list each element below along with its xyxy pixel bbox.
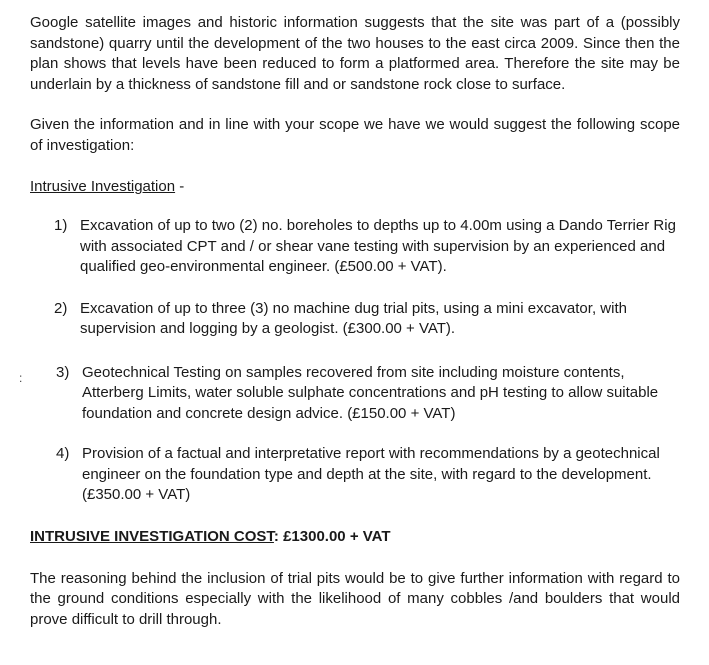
total-cost-line [30, 527, 680, 547]
section-heading-suffix: - [175, 178, 185, 195]
list-item-number: 2) [54, 299, 68, 317]
section-heading [30, 177, 680, 197]
list-item-number: 4) [56, 445, 70, 462]
paragraph-site-history: Google satellite images and historic information suggests that the site was part of a (possibly sandstone) quarry until the development of the two houses to the east circa 2009. Since then the plan shows that levels have been reduced to form a platformed area. Therefore the site may be underlain by a thickness of sandstone fill and or sandstone rock close to surface. [30, 14, 680, 93]
paragraph-reasoning: The reasoning behind the inclusion of trial pits would be to give further information with regard to the ground conditions especially with the likelihood of many cobbles /and boulders that would prove difficult to drill through. [30, 569, 680, 628]
investigation-list [30, 216, 680, 506]
total-cost-value: : £1300.00 + VAT [273, 527, 391, 545]
list-item-number: 3) [56, 363, 70, 381]
list-item-text: Excavation of up to three (3) no machine dug trial pits, using a mini excavator, with supervision and logging by a geologist. (£300.00 + VAT). [80, 299, 627, 337]
total-cost-label: INTRUSIVE INVESTIGATION COST [30, 527, 274, 545]
list-item-text: Excavation of up to two (2) no. boreholes to depths up to 4.00m using a Dando Terrier Rig with associated CPT and / or shear vane testing with supervision by an experienced and qualified geo-environmental engineer. (£500.00 + VAT). [80, 217, 676, 275]
section-heading-title: Intrusive Investigation [30, 178, 176, 195]
list-item [30, 363, 680, 425]
stray-mark: : [19, 371, 23, 385]
document-page [30, 13, 680, 630]
list-item-text: Geotechnical Testing on samples recovered from site including moisture contents, Atterberg Limits, water soluble sulphate concentrations and pH testing to allow suitable foundation and concrete design advice. (£150.00 + VAT) [82, 363, 659, 422]
list-item [30, 444, 680, 506]
list-item [30, 299, 680, 340]
list-item-number: 1) [54, 217, 68, 234]
list-item-text: Provision of a factual and interpretative report with recommendations by a geotechnical engineer on the foundation type and depth at the site, with regard to the development. (£350.00 + VAT) [82, 445, 660, 503]
paragraph-scope-intro: Given the information and in line with your scope we have we would suggest the following scope of investigation: [30, 116, 680, 154]
list-item [30, 216, 680, 278]
